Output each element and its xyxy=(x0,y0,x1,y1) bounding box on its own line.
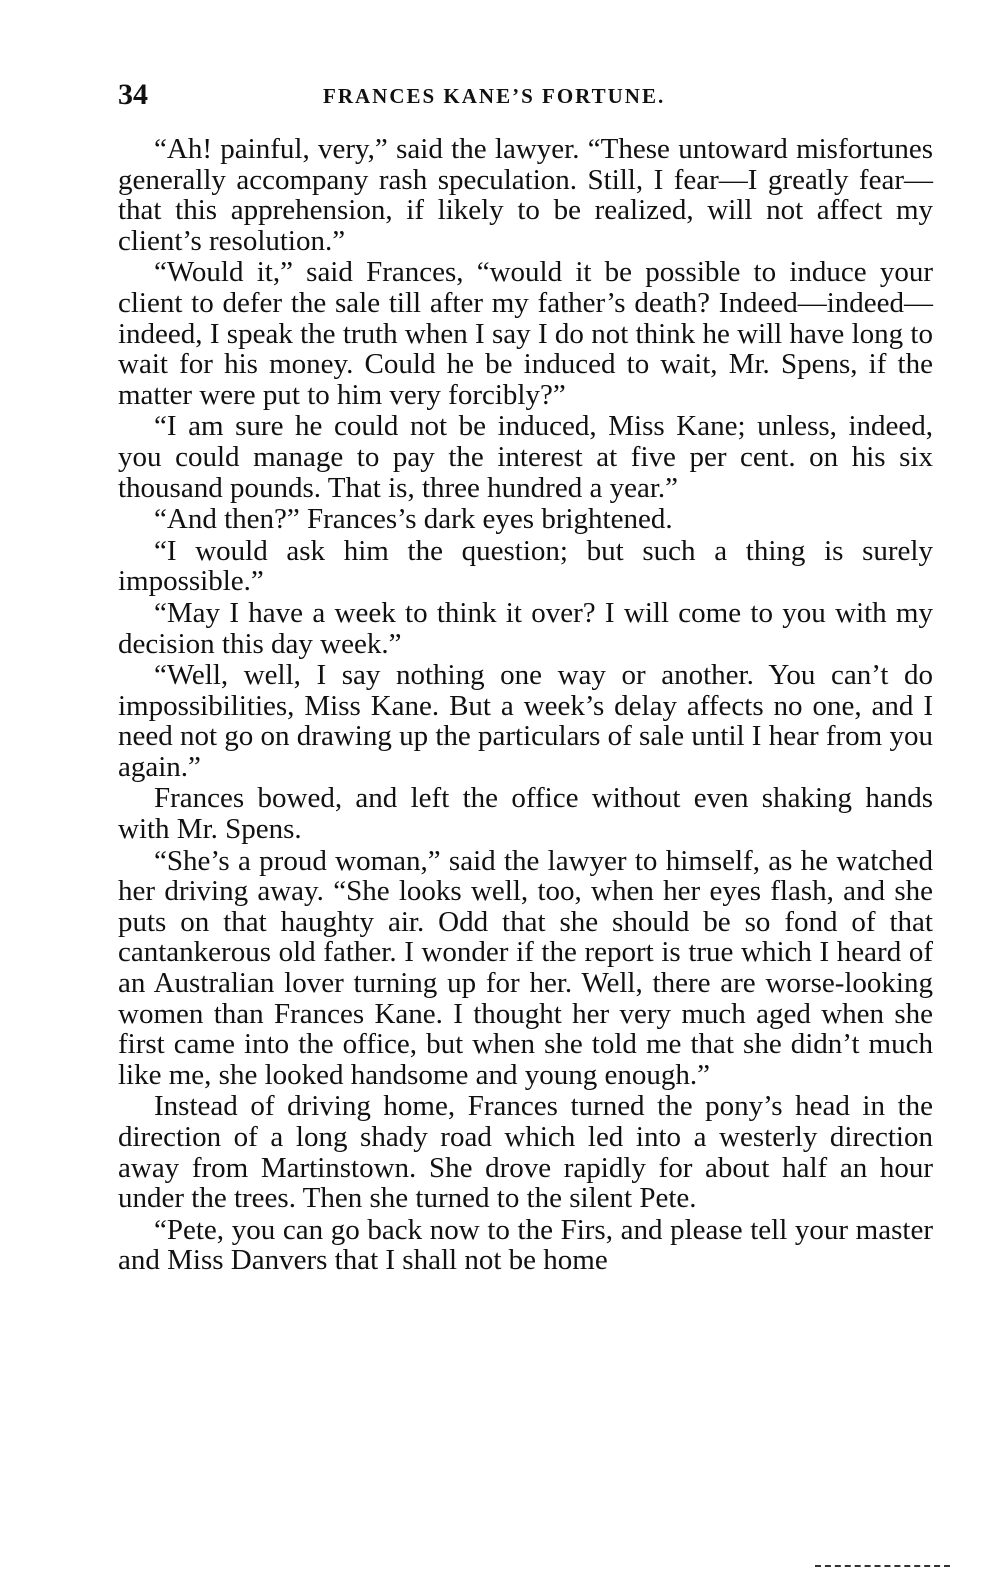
paragraph-9: “She’s a proud woman,” said the lawyer to himself, as he watched her driving away. “She looks well, too, when her eyes flash, and she puts on that haughty air. Odd that she should be so fond of that cantankerous old father. I wonder if the report is true which I heard of an Australian lover turning up for her. Well, there are worse-looking women than Frances Kane. I thought her very much aged when she first came into the office, but when she told me that she didn’t much like me, she looked handsome and young enough.” xyxy=(118,844,933,1091)
paragraph-3: “I am sure he could not be induced, Miss Kane; unless, indeed, you could manage to pay the interest at five per cent. on his six thousand pounds. That is, three hundred a year.” xyxy=(118,410,933,504)
paragraph-10: Instead of driving home, Frances turned the pony’s head in the direction of a long shady road which led into a westerly direction away from Martinstown. She drove rapidly for about half an hour under the trees. Then she turned to the silent Pete. xyxy=(118,1090,933,1215)
body-text xyxy=(118,134,933,1276)
footer-rule xyxy=(815,1565,950,1567)
paragraph-4: “And then?” Frances’s dark eyes brightened. xyxy=(154,503,673,536)
paragraph-5: “I would ask him the question; but such a thing is surely impossible.” xyxy=(118,534,933,598)
paragraph-11: “Pete, you can go back now to the Firs, and please tell your master and Miss Danvers that I shall not be home xyxy=(118,1213,933,1277)
page-header xyxy=(118,78,933,118)
page-number: 34 xyxy=(118,78,148,111)
paragraph-8: Frances bowed, and left the office without even shaking hands with Mr. Spens. xyxy=(118,782,933,846)
paragraph-2: “Would it,” said Frances, “would it be possible to induce your client to defer the sale till after my father’s death? Indeed—indeed—indeed, I speak the truth when I say I do not think he will have long to wait for his money. Could he be induced to wait, Mr. Spens, if the matter were put to him very forcibly?” xyxy=(118,256,933,411)
paragraph-6: “May I have a week to think it over? I will come to you with my decision this day week.” xyxy=(118,596,933,660)
paragraph-7: “Well, well, I say nothing one way or another. You can’t do impossibilities, Miss Kane. But a week’s delay affects no one, and I need not go on drawing up the particulars of sale until I hear from you again.” xyxy=(118,659,933,783)
running-title: FRANCES KANE’S FORTUNE. xyxy=(323,84,666,108)
paragraph-1: “Ah! painful, very,” said the lawyer. “These untoward misfortunes generally accompany rash speculation. Still, I fear—I greatly fear—that this apprehension, if likely to be realized, will not affect my client’s resolution.” xyxy=(118,133,933,257)
